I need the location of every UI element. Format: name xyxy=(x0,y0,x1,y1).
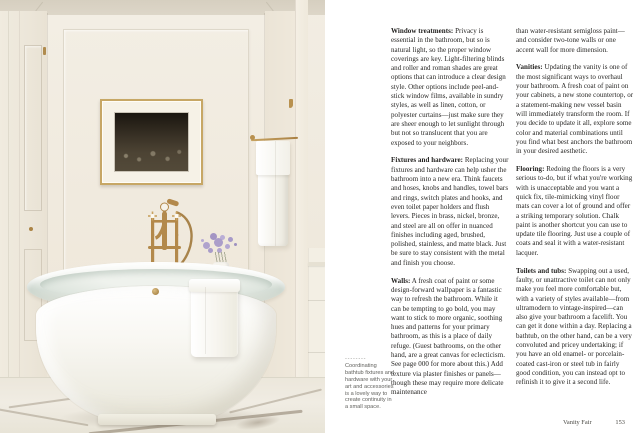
paragraph-lead: Toilets and tubs: xyxy=(516,266,567,275)
left-cabinetry-door xyxy=(0,11,47,433)
paragraph-body: Redoing the floors is a very serious to-do, but if what you're working with is unacceptable and you want a quick fix, tile-mimicking vinyl floor mats can cover a lot of ground and offer a striking temporary solution. Chalk paint is another shortcut you can use to update tile flooring. Just use a couple of coats and seal it with a water-resistant lacquer. xyxy=(516,165,633,257)
publication-name: Vanity Fair xyxy=(563,419,592,426)
hanging-towel xyxy=(258,141,288,246)
etching-print xyxy=(115,113,188,171)
article-text xyxy=(391,27,634,406)
paragraph-walls-continued xyxy=(516,27,634,55)
drawer-line xyxy=(308,300,325,301)
paragraph-lead: Flooring: xyxy=(516,165,545,174)
rail-finial xyxy=(250,135,255,140)
paragraph-toilets-tubs xyxy=(516,267,634,388)
framed-artwork xyxy=(100,99,203,185)
towel-on-tub xyxy=(191,281,238,357)
brass-overflow-cap xyxy=(152,288,159,295)
door-panel xyxy=(24,45,42,211)
drawer-line xyxy=(308,352,325,353)
paragraph-lead: Fixtures and hardware: xyxy=(391,156,464,165)
panel-line xyxy=(19,11,20,433)
paragraph-flooring xyxy=(516,165,634,258)
paragraph-body: Replacing your fixtures and hardware can help usher the bathroom into a new era. Think faucets and hoses, knobs and handles, towel bars and rings, switch plates and hooks, and even toilet paper holders and flush levers. Pieces in brass, nickel, bronze, and steel are all on offer in nuanced finishes including aged, brushed, polished, stainless, and matte black. Just be sure to stay consistent with the metal and finish you choose. xyxy=(391,156,509,267)
brass-knob xyxy=(29,227,33,231)
paragraph-lead: Walls: xyxy=(391,276,411,285)
paragraph-body: than water-resistant semigloss paint—and consider two-tone walls or one accent wall for more dimension. xyxy=(516,27,625,54)
paragraph-body: Privacy is essential in the bathroom, but so is natural light, so the proper window coverings are key. Light-filtering blinds and roller and roman shades are great options that can introduce a clear design style. Other options include peel-and-stick window films, available in sundry styles, as well as linen, cotton, or polyester curtains—just make sure they are sheer enough to let sunlight through but not so translucent that you are exposed to your neighbors. xyxy=(391,27,506,147)
paragraph-lead: Vanities: xyxy=(516,63,543,72)
paragraph-walls xyxy=(391,277,509,398)
paragraph-vanities xyxy=(516,63,634,156)
photo-caption xyxy=(345,356,395,411)
brass-hinge xyxy=(43,47,46,55)
bathtub-base xyxy=(98,414,216,425)
article-column-1 xyxy=(391,27,509,406)
paragraph-window-treatments xyxy=(391,27,509,148)
article-column-2 xyxy=(516,27,634,406)
bathroom-photo xyxy=(0,0,325,433)
page-footer xyxy=(563,419,625,426)
paragraph-body: Swapping out a used, faulty, or unattractive toilet can not only make you feel more comfortable but, with a variety of styles available—from ultramodern to vintage-inspired—can also give your bathroom a facelift. You can get it done within a day. Replacing a bathtub, on the other hand, can be a very convoluted and pricey undertaking; if you have an old enamel- or porcelain-coated cast-iron or steel tub in fairly good condition, you can instead opt to refinish it to give it a second life. xyxy=(516,266,632,387)
page-number: 153 xyxy=(615,419,625,426)
panel-line xyxy=(8,11,9,433)
alcove-corner xyxy=(47,13,48,305)
brass-wall-hook xyxy=(289,99,293,108)
caption-text: Coordinating bathtub fixtures and hardware with your art and accessories is a lovely way to create continuity in a small space. xyxy=(345,362,395,411)
paragraph-body: Updating the vanity is one of the most significant ways to overhaul your bathroom. A fresh coat of paint on your cabinets, a new stone countertop, or a statement-making new vessel basin will immediately transform the room. If you decide to update it all, explore some color and material combinations until you find what best anchors the bathroom in your desired aesthetic. xyxy=(516,63,634,156)
paragraph-fixtures-hardware xyxy=(391,156,509,268)
wall-pillar xyxy=(295,0,308,433)
paragraph-body: A fresh coat of paint or some design-forward wallpaper is a fantastic way to refresh the bathroom. While it can be tempting to go bold, you may want to stick to more organic, soothing hues and patterns for your primary bathroom, as this is a place of daily refuge. (Guest bathrooms, on the other hand, are a great canvas for eclecticism. See page 000 for more about this.) Add texture via plaster finishes or panels—though these may require more delicate maintenance xyxy=(391,276,505,397)
lavender-flowers xyxy=(214,238,223,247)
paragraph-lead: Window treatments: xyxy=(391,27,454,35)
caption-leader-line: -------- xyxy=(345,356,367,362)
vanity-counter-edge xyxy=(308,262,325,266)
